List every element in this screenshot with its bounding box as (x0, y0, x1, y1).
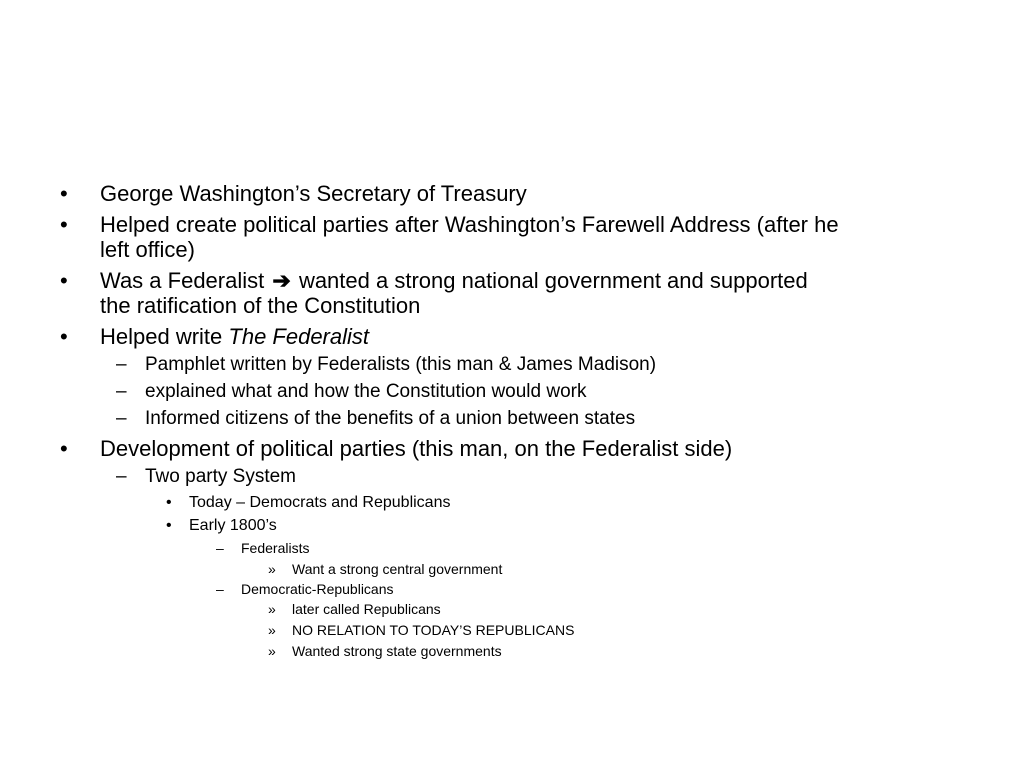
dash-marker: – (116, 354, 127, 375)
bullet-text-part: Was a Federalist (100, 268, 265, 293)
bullet-text-continued: left office) (100, 237, 195, 262)
bullet-text: Helped create political parties after Washington’s Farewell Address (after he (100, 212, 839, 237)
chevron-marker: » (268, 561, 276, 577)
bullet-marker: • (60, 268, 68, 293)
dash-marker: – (216, 540, 224, 556)
bullet-marker: • (60, 212, 68, 237)
level5-text: Want a strong central government (292, 561, 503, 577)
bullet-marker: • (60, 324, 68, 349)
chevron-marker: » (268, 622, 276, 638)
bullet-text-continued: the ratification of the Constitution (100, 293, 421, 318)
sub-bullet-text: Pamphlet written by Federalists (this man & James Madison) (145, 354, 657, 375)
level5-text: NO RELATION TO TODAY’S REPUBLICANS (292, 622, 575, 638)
bullet-marker: • (60, 436, 68, 461)
bullet-text: Development of political parties (this man, on the Federalist side) (100, 436, 733, 461)
bullet-marker: • (166, 494, 172, 511)
sub-bullet-text: Two party System (145, 466, 296, 487)
chevron-marker: » (268, 643, 276, 659)
bullet-text: George Washington’s Secretary of Treasury (100, 181, 527, 206)
sub-sub-bullet-text: Early 1800’s (189, 517, 277, 534)
dash-marker: – (116, 466, 127, 487)
level5-text: later called Republicans (292, 601, 441, 617)
bullet-marker: • (166, 517, 172, 534)
sub-bullet-text: explained what and how the Constitution would work (145, 381, 587, 402)
bullet-text-part: wanted a strong national government and supported (298, 268, 808, 293)
chevron-marker: » (268, 601, 276, 617)
bullet-marker: • (60, 181, 68, 206)
bullet-text (100, 268, 808, 293)
right-arrow-icon: ➔ (272, 268, 291, 293)
level5-text: Wanted strong state governments (292, 643, 502, 659)
sub-sub-bullet-text: Today – Democrats and Republicans (189, 494, 451, 511)
book-title: The Federalist (228, 324, 370, 349)
level4-text: Democratic-Republicans (241, 581, 394, 597)
bullet-text-part: Helped write (100, 324, 229, 349)
bullet-text (100, 324, 369, 349)
sub-bullet-text: Informed citizens of the benefits of a union between states (145, 408, 636, 429)
dash-marker: – (116, 381, 127, 402)
dash-marker: – (116, 408, 127, 429)
dash-marker: – (216, 581, 224, 597)
level4-text: Federalists (241, 540, 310, 556)
